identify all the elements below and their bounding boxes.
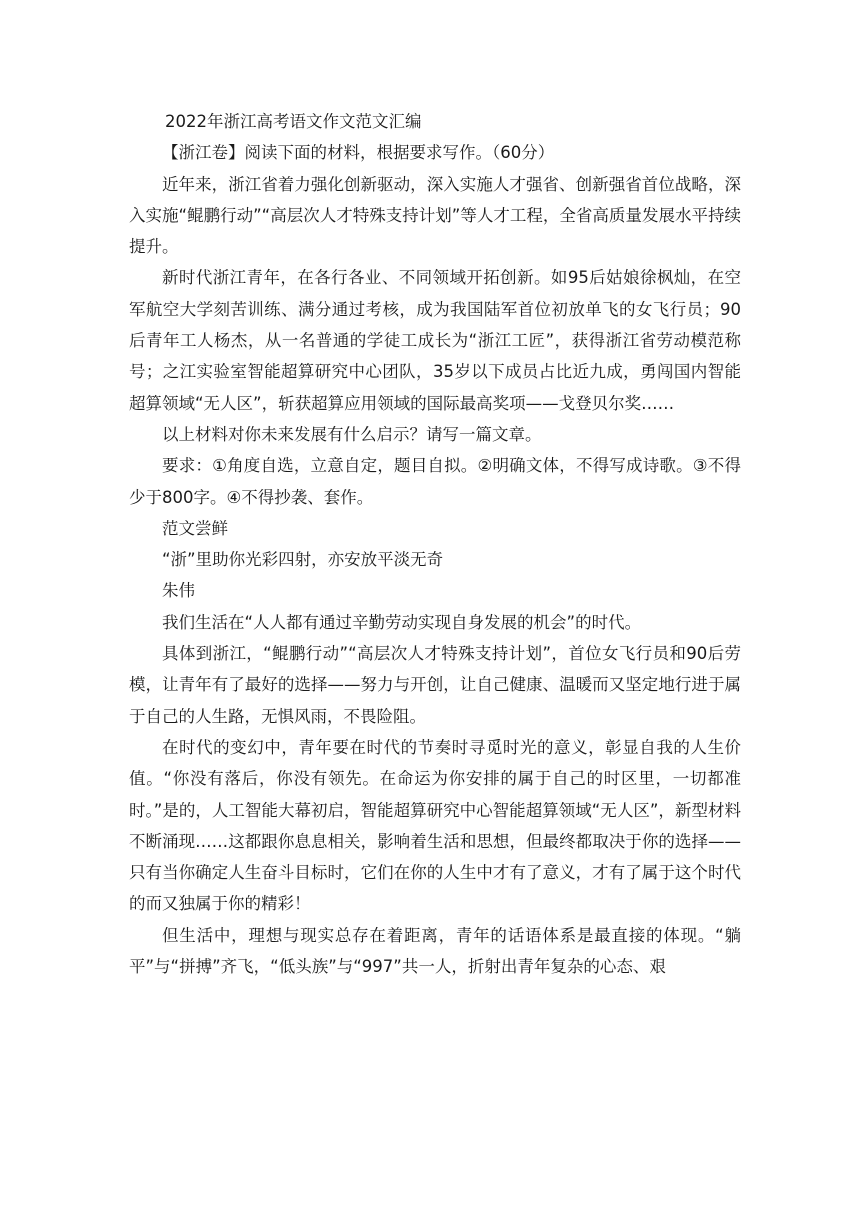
material-paragraph-1: 近年来，浙江省着力强化创新驱动，深入实施人才强省、创新强省首位战略，深入实施“鲲鹏行动”“高层次人才特殊支持计划”等人才工程，全省高质量发展水平持续提升。 bbox=[129, 174, 741, 257]
essay-author: 朱伟 bbox=[162, 581, 195, 601]
document-body bbox=[129, 106, 741, 982]
document-title: 2022年浙江高考语文作文范文汇编 bbox=[165, 112, 422, 131]
sample-essay-label: 范文尝鲜 bbox=[162, 518, 228, 538]
material-paragraph-2: 新时代浙江青年，在各行各业、不同领域开拓创新。如95后姑娘徐枫灿，在空军航空大学刻苦训练、满分通过考核，成为我国陆军首位初放单飞的女飞行员；90后青年工人杨杰，从一名普通的学徒工成长为“浙江工匠”，获得浙江省劳动模范称号；之江实验室智能超算研究中心团队，35岁以下成员占比近九成，勇闯国内智能超算领域“无人区”，斩获超算应用领域的国际最高奖项——戈登贝尔奖…… bbox=[129, 268, 741, 413]
essay-paragraph-4: 但生活中，理想与现实总存在着距离，青年的话语体系是最直接的体现。“躺平”与“拼搏”齐飞，“低头族”与“997”共一人，折射出青年复杂的心态、艰 bbox=[129, 925, 741, 977]
essay-paragraph-2: 具体到浙江，“鲲鹏行动”“高层次人才特殊支持计划”，首位女飞行员和90后劳模，让青年有了最好的选择——努力与开创，让自己健康、温暖而又坚定地行进于属于自己的人生路，无惧风雨，不畏险阻。 bbox=[129, 644, 741, 726]
essay-paragraph-3: 在时代的变幻中，青年要在时代的节奏时寻觅时光的意义，彰显自我的人生价值。“你没有落后，你没有领先。在命运为你安排的属于自己的时区里，一切都准时。”是的，人工智能大幕初启，智能超算研究中心智能超算领域“无人区”，新型材料不断涌现……这都跟你息息相关，影响着生活和思想，但最终都取决于你的选择——只有当你确定人生奋斗目标时，它们在你的人生中才有了意义，才有了属于这个时代的而又独属于你的精彩！ bbox=[129, 737, 741, 914]
essay-title: “浙”里助你光彩四射，亦安放平淡无奇 bbox=[162, 550, 444, 570]
prompt-requirements: 要求：①角度自选，立意自定，题目自拟。②明确文体，不得写成诗歌。③不得少于800字。④不得抄袭、套作。 bbox=[129, 456, 741, 507]
exam-prompt-heading: 【浙江卷】阅读下面的材料，根据要求写作。（60分） bbox=[162, 143, 555, 163]
prompt-question: 以上材料对你未来发展有什么启示？请写一篇文章。 bbox=[162, 424, 542, 444]
essay-paragraph-1: 我们生活在“人人都有通过辛勤劳动实现自身发展的机会”的时代。 bbox=[162, 612, 642, 632]
